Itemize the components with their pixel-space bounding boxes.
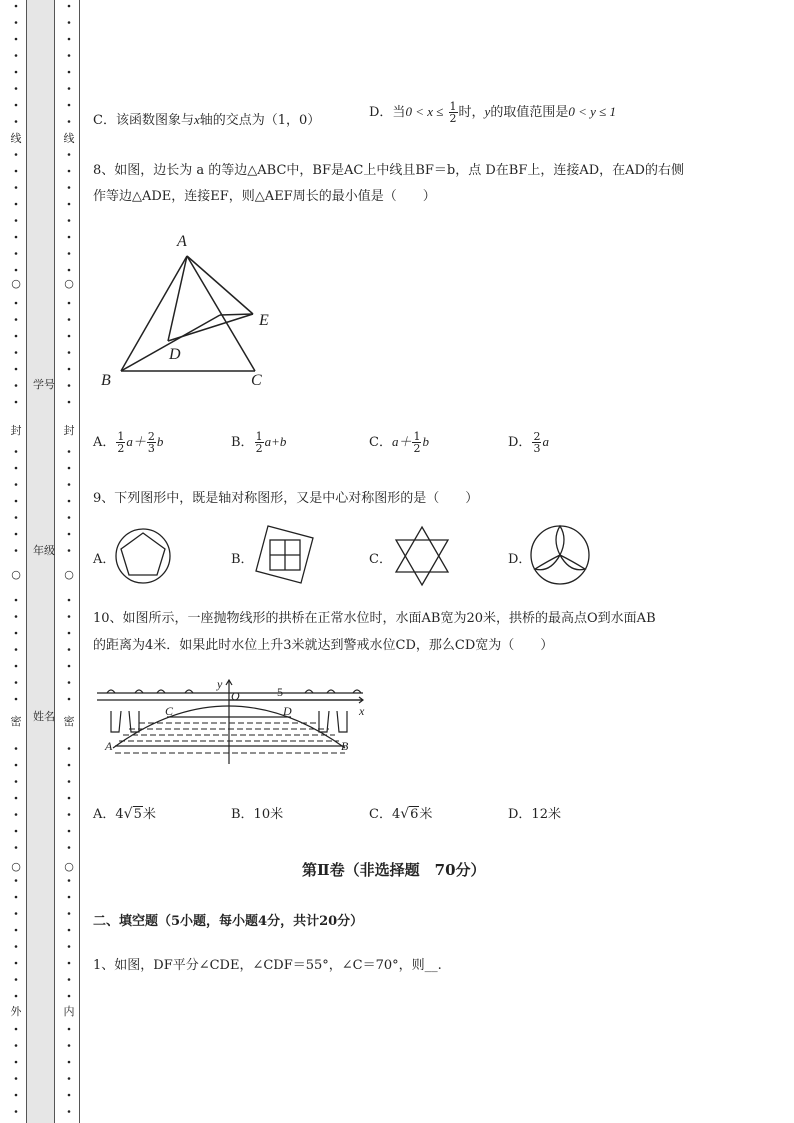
segment-de — [168, 314, 253, 341]
label-c: C — [165, 704, 174, 718]
binding-dot — [68, 912, 71, 915]
binding-dot — [15, 87, 18, 90]
binding-dot — [15, 203, 18, 206]
field-label-student-id: 学号 — [33, 378, 55, 391]
binding-dot — [15, 599, 18, 602]
margin-circle: ○ — [64, 277, 74, 290]
binding-dot — [15, 450, 18, 453]
binding-dot — [15, 252, 18, 255]
section-fill-blank-header: 二、填空题（5小题，每小题4分，共计20分） — [93, 914, 364, 929]
q9-stem: 9、下列图形中，既是轴对称图形，又是中心对称图形的是（ ） — [93, 491, 479, 506]
binding-dot — [15, 830, 18, 833]
binding-dot — [68, 87, 71, 90]
binding-dot — [15, 104, 18, 107]
binding-dot — [15, 401, 18, 404]
binding-dot — [15, 747, 18, 750]
binding-dot — [68, 797, 71, 800]
binding-dot — [15, 929, 18, 932]
q9-figure-hexagram[interactable] — [389, 524, 455, 588]
binding-dot — [68, 830, 71, 833]
binding-dot — [68, 665, 71, 668]
binding-dot — [15, 500, 18, 503]
binding-dot — [68, 1044, 71, 1047]
margin-circle: ○ — [11, 568, 21, 581]
binding-dot — [68, 780, 71, 783]
label-5: 5 — [277, 685, 283, 699]
binding-dot — [68, 945, 71, 948]
margin-label-mi-inner: 密 — [63, 715, 75, 728]
binding-dot — [15, 780, 18, 783]
binding-dot — [15, 335, 18, 338]
q9-figure-rotated-squares[interactable] — [251, 522, 319, 588]
binding-dot — [15, 302, 18, 305]
binding-dot — [15, 269, 18, 272]
q7-option-c: C．该函数图象与x轴的交点为（1，0） — [93, 112, 321, 128]
binding-dot — [68, 203, 71, 206]
binding-dot — [68, 500, 71, 503]
binding-dot — [15, 38, 18, 41]
axis-label-x: x — [359, 704, 365, 718]
binding-dot — [15, 962, 18, 965]
label-c: C — [251, 372, 262, 389]
binding-dot — [68, 846, 71, 849]
binding-dot — [68, 549, 71, 552]
field-label-name: 姓名 — [33, 710, 55, 723]
binding-dot — [68, 632, 71, 635]
q10-option-d[interactable]: D．12米 — [508, 807, 561, 822]
binding-dot — [15, 186, 18, 189]
part2-title: 第Ⅱ卷（非选择题 70分） — [302, 861, 486, 879]
label-d: D — [169, 346, 181, 363]
q9-option-a-label[interactable]: A． — [93, 552, 116, 567]
binding-dot — [68, 5, 71, 8]
segment-ae — [187, 256, 253, 314]
q10-option-c[interactable]: C．4√6米 — [369, 806, 433, 822]
segment-fe — [220, 314, 253, 315]
binding-dot — [68, 318, 71, 321]
binding-dot — [15, 879, 18, 882]
binding-dot — [15, 764, 18, 767]
binding-dot — [15, 648, 18, 651]
q10-bridge-figure — [95, 676, 375, 768]
binding-dot — [15, 170, 18, 173]
binding-dot — [15, 846, 18, 849]
margin-label-nei: 内 — [63, 1005, 75, 1018]
binding-dot — [68, 1110, 71, 1113]
binding-dot — [15, 995, 18, 998]
binding-dot — [68, 764, 71, 767]
binding-dot — [15, 896, 18, 899]
q9-option-b-label[interactable]: B． — [231, 552, 254, 567]
binding-dot — [15, 797, 18, 800]
binding-dot — [68, 929, 71, 932]
binding-dot — [68, 599, 71, 602]
label-o: O — [231, 689, 240, 703]
q10-option-a[interactable]: A．4√5米 — [93, 806, 156, 822]
binding-dot — [68, 995, 71, 998]
binding-dot — [15, 467, 18, 470]
q9-figure-circle-petals[interactable] — [528, 523, 592, 587]
binding-dot — [68, 516, 71, 519]
binding-dot — [68, 483, 71, 486]
margin-circle: ○ — [11, 277, 21, 290]
q9-option-c-label[interactable]: C． — [369, 552, 392, 567]
binding-dot — [68, 896, 71, 899]
binding-dot — [15, 318, 18, 321]
segment-ad — [168, 256, 187, 341]
binding-dot — [15, 368, 18, 371]
q10-stem-line2: 的距离为4米．如果此时水位上升3米就达到警戒水位CD，那么CD宽为（ ） — [93, 638, 554, 653]
label-a: A — [177, 233, 187, 250]
binding-dot — [68, 351, 71, 354]
binding-dot — [15, 1094, 18, 1097]
binding-dot — [15, 912, 18, 915]
binding-dot — [68, 879, 71, 882]
binding-dot — [15, 236, 18, 239]
binding-dot — [15, 483, 18, 486]
binding-dot — [15, 1028, 18, 1031]
binding-dot — [68, 1061, 71, 1064]
binding-dot — [68, 54, 71, 57]
binding-dot — [68, 170, 71, 173]
q8-option-c[interactable]: C．a＋ $\frac{1}{2}$ b — [369, 430, 429, 455]
binding-dot — [68, 1077, 71, 1080]
q8-triangle-figure — [95, 228, 285, 393]
q7-option-d: D．当0 < x ≤ $\frac{1}{2}$ 时，y的取值范围是0 < y ≤ 1 — [369, 100, 617, 125]
q10-option-b[interactable]: B．10米 — [231, 807, 284, 822]
q9-option-d-label[interactable]: D． — [508, 552, 532, 567]
binding-dot — [15, 54, 18, 57]
binding-dot — [68, 252, 71, 255]
margin-label-feng-inner: 封 — [63, 424, 75, 437]
binding-dots — [0, 0, 90, 1123]
binding-dot — [15, 219, 18, 222]
binding-dot — [15, 153, 18, 156]
binding-dot — [68, 681, 71, 684]
binding-dot — [15, 978, 18, 981]
q8-option-d[interactable]: D． $\frac{2}{3}$ a — [508, 430, 549, 455]
margin-circle: ○ — [64, 568, 74, 581]
margin-label-mi-outer: 密 — [10, 715, 22, 728]
binding-dot — [68, 368, 71, 371]
q9-figure-circle-pentagon[interactable] — [113, 526, 173, 586]
binding-dot — [68, 21, 71, 24]
binding-dot — [15, 384, 18, 387]
binding-dot — [68, 71, 71, 74]
binding-dot — [68, 648, 71, 651]
binding-dot — [68, 219, 71, 222]
binding-dot — [68, 978, 71, 981]
margin-label-feng-outer: 封 — [10, 424, 22, 437]
binding-dot — [15, 1044, 18, 1047]
binding-dot — [68, 38, 71, 41]
binding-dot — [15, 549, 18, 552]
binding-dot — [68, 186, 71, 189]
binding-dot — [68, 813, 71, 816]
binding-dot — [68, 302, 71, 305]
binding-dot — [68, 533, 71, 536]
binding-dot — [68, 236, 71, 239]
binding-dot — [68, 747, 71, 750]
binding-dot — [15, 1110, 18, 1113]
q8-option-a[interactable]: A． $\frac{1}{2}$ a＋ $\frac{2}{3}$ b — [93, 430, 164, 455]
binding-dot — [15, 1077, 18, 1080]
binding-dot — [15, 516, 18, 519]
fill-blank-q1: 1、如图，DF平分∠CDE，∠CDF＝55°，∠C＝70°，则__. — [93, 958, 442, 973]
binding-dot — [15, 615, 18, 618]
binding-dot — [68, 335, 71, 338]
field-label-class: 年级 — [33, 544, 55, 557]
binding-dot — [15, 698, 18, 701]
q8-stem-line2: 作等边△ADE，连接EF，则△AEF周长的最小值是（ ） — [93, 189, 436, 204]
binding-dot — [15, 71, 18, 74]
label-a: A — [105, 739, 113, 753]
binding-dot — [15, 813, 18, 816]
label-b: B — [101, 372, 111, 389]
margin-label-xian-outer: 线 — [10, 132, 22, 145]
binding-dot — [68, 104, 71, 107]
binding-dot — [68, 269, 71, 272]
q8-stem-line1: 8、如图，边长为 a 的等边△ABC中，BF是AC上中线且BF＝b，点 D在BF上，连接AD，在AD的右侧 — [93, 163, 684, 178]
binding-dot — [68, 698, 71, 701]
binding-dot — [68, 1028, 71, 1031]
binding-dot — [15, 120, 18, 123]
binding-dot — [68, 962, 71, 965]
label-d: D — [283, 704, 292, 718]
q10-stem-line1: 10、如图所示，一座抛物线形的拱桥在正常水位时，水面AB宽为20米，拱桥的最高点O到水面AB — [93, 611, 656, 626]
label-e: E — [259, 312, 269, 329]
binding-dot — [68, 615, 71, 618]
binding-dot — [15, 681, 18, 684]
binding-dot — [68, 384, 71, 387]
binding-dot — [15, 665, 18, 668]
binding-dot — [15, 632, 18, 635]
binding-dot — [68, 1094, 71, 1097]
binding-dot — [15, 945, 18, 948]
q8-option-b[interactable]: B． $\frac{1}{2}$ a+b — [231, 430, 287, 455]
binding-dot — [68, 120, 71, 123]
binding-dot — [15, 1061, 18, 1064]
binding-dot — [15, 533, 18, 536]
axis-label-y: y — [217, 677, 223, 691]
margin-circle: ○ — [11, 860, 21, 873]
binding-dot — [68, 467, 71, 470]
margin-circle: ○ — [64, 860, 74, 873]
margin-label-wai: 外 — [10, 1005, 22, 1018]
binding-dot — [15, 21, 18, 24]
margin-label-xian-inner: 线 — [63, 132, 75, 145]
binding-dot — [68, 450, 71, 453]
binding-dot — [68, 401, 71, 404]
label-b: B — [341, 739, 349, 753]
binding-dot — [15, 5, 18, 8]
binding-dot — [15, 351, 18, 354]
binding-dot — [68, 153, 71, 156]
